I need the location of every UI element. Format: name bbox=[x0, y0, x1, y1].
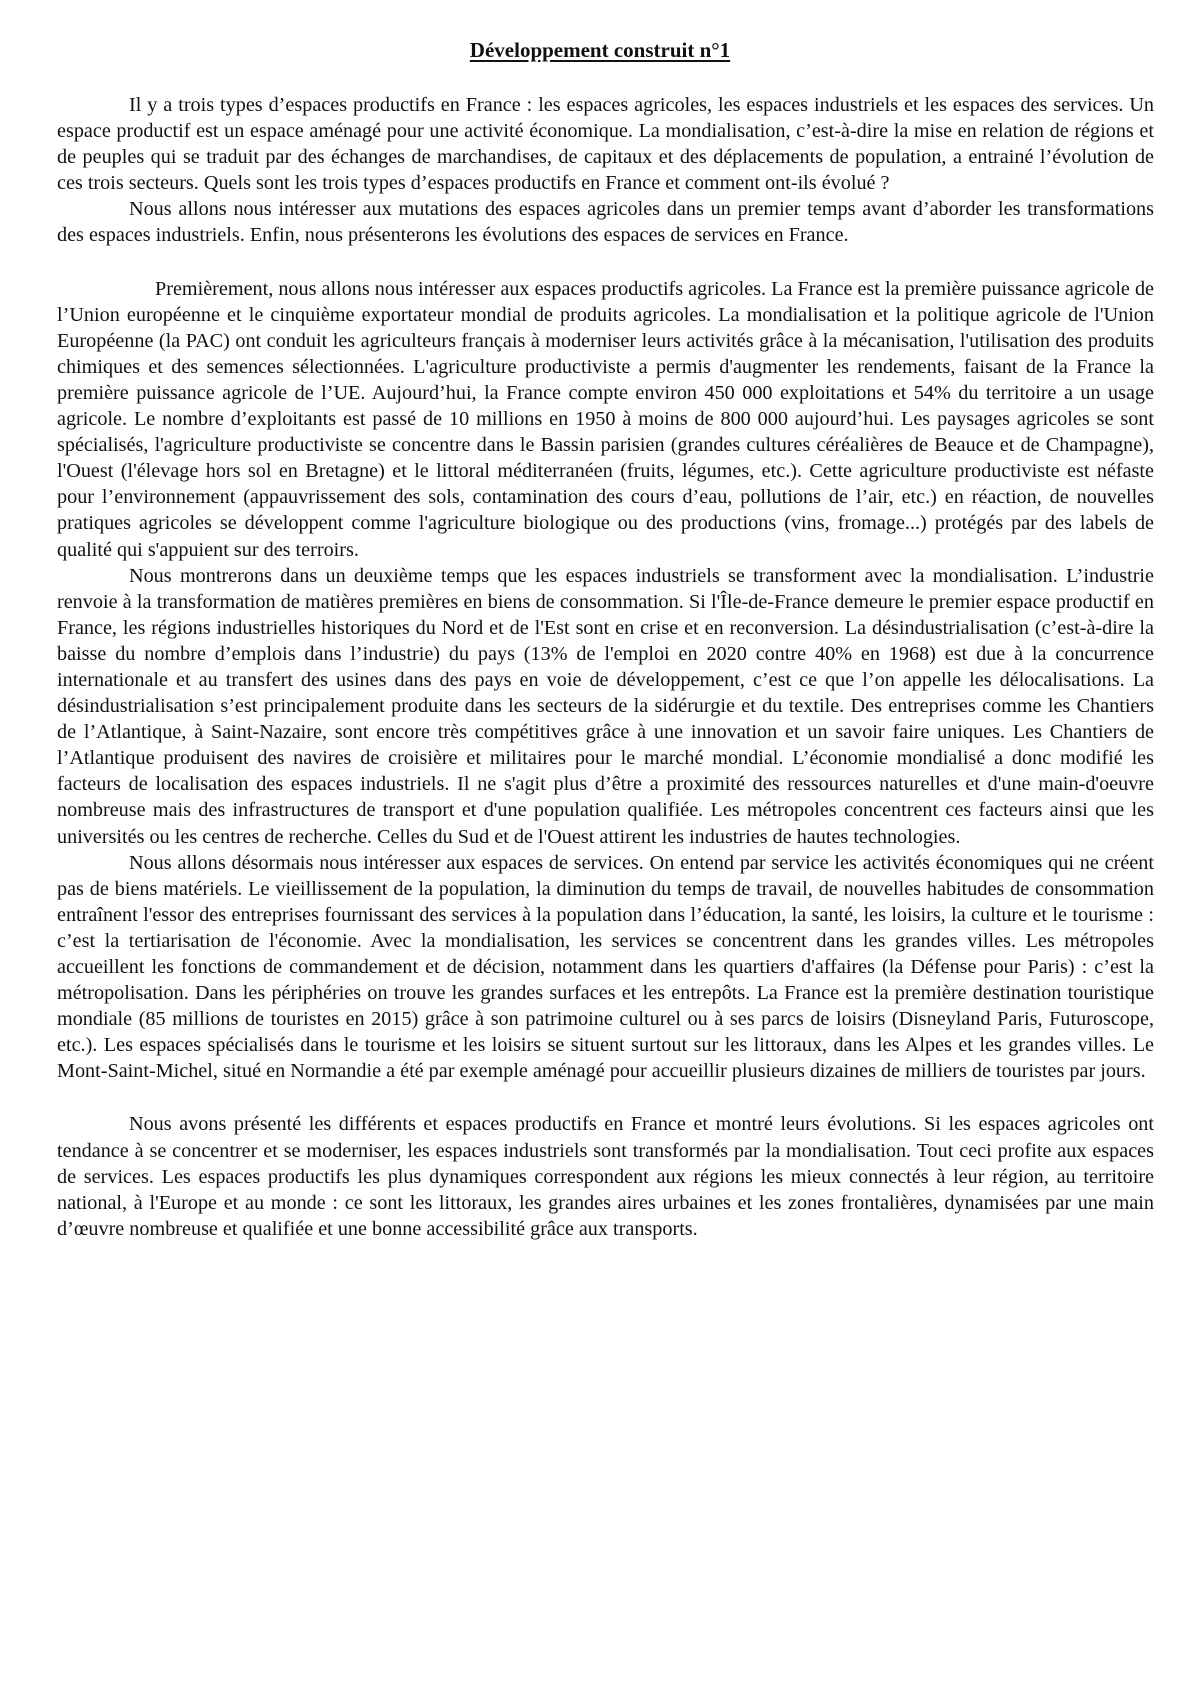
paragraph-spacer bbox=[57, 249, 1154, 276]
services-paragraph: Nous allons désormais nous intéresser aux espaces de services. On entend par service les activités économiques qui ne créent pas de biens matériels. Le vieillissement de la population, la diminution du temps de travail, de nouvelles habitudes de consommation entraînent l'essor des entreprises fournissant des services à la population dans l’éducation, la santé, les loisirs, la culture et le tourisme : c’est la tertiarisation de l'économie. Avec la mondialisation, les services se concentrent dans les grandes villes. Les métropoles accueillent les fonctions de commandement et de décision, notamment dans les quartiers d'affaires (la Défense pour Paris) : c’est la métropolisation. Dans les périphéries on trouve les grandes surfaces et les entrepôts. La France est la première destination touristique mondiale (85 millions de touristes en 2015) grâce à son patrimoine culturel ou à ses parcs de loisirs (Disneyland Paris, Futuroscope, etc.). Les espaces spécialisés dans le tourisme et les loisirs se situent surtout sur les littoraux, dans les Alpes et les grandes villes. Le Mont-Saint-Michel, situé en Normandie a été par exemple aménagé pour accueillir plusieurs dizaines de milliers de touristes par jours. bbox=[57, 851, 1154, 1083]
paragraph-spacer bbox=[57, 1084, 1154, 1111]
industry-paragraph: Nous montrerons dans un deuxième temps que les espaces industriels se transforment avec la mondialisation. L’industrie renvoie à la transformation de matières premières en biens de consommation. Si l'Île-de-France demeure le premier espace productif en France, les régions industrielles historiques du Nord et de l'Est sont en crise et en reconversion. La désindustrialisation (c’est-à-dire la baisse du nombre d’emplois dans l’industrie) du pays (13% de l'emploi en 2020 contre 40% en 1968) est due à la concurrence internationale et au transfert des usines dans des pays en voie de développement, c’est ce que l’on appelle les délocalisations. La désindustrialisation s’est principalement produite dans les secteurs de la sidérurgie et du textile. Des entreprises comme les Chantiers de l’Atlantique, à Saint-Nazaire, sont encore très compétitives grâce à une innovation et un savoir faire uniques. Les Chantiers de l’Atlantique produisent des navires de croisière et militaires pour le marché mondial. L’économie mondialisé a donc modifié les facteurs de localisation des espaces industriels. Il ne s'agit plus d’être a proximité des ressources naturelles et d'une main-d'oeuvre nombreuse mais des infrastructures de transport et d'une population qualifiée. Les métropoles concentrent ces facteurs ainsi que les universités ou les centres de recherche. Celles du Sud et de l'Ouest attirent les industries de hautes technologies. bbox=[57, 564, 1154, 848]
document-title: Développement construit n°1 bbox=[469, 38, 731, 62]
document-body bbox=[57, 92, 1154, 1242]
plan-paragraph: Nous allons nous intéresser aux mutations des espaces agricoles dans un premier temps avant d’aborder les transformations des espaces industriels. Enfin, nous présenterons les évolutions des espaces de services en France. bbox=[57, 198, 1154, 247]
conclusion-paragraph: Nous avons présenté les différents et espaces productifs en France et montré leurs évolutions. Si les espaces agricoles ont tendance à se concentrer et se moderniser, les espaces industriels sont transformés par la mondialisation. Tout ceci profite aux espaces de services. Les espaces productifs les plus dynamiques correspondent aux régions les mieux connectés à leur région, au territoire national, à l'Europe et au monde : ce sont les littoraux, les grandes aires urbaines et les zones frontalières, dynamisées par une main d’œuvre nombreuse et qualifiée et une bonne accessibilité grâce aux transports. bbox=[57, 1113, 1154, 1240]
intro-paragraph: Il y a trois types d’espaces productifs en France : les espaces agricoles, les espaces industriels et les espaces des services. Un espace productif est un espace aménagé pour une activité économique. La mondialisation, c’est-à-dire la mise en relation de régions et de peuples qui se traduit par des échanges de marchandises, de capitaux et des déplacements de population, a entrainé l’évolution de ces trois secteurs. Quels sont les trois types d’espaces productifs en France et comment ont-ils évolué ? bbox=[57, 94, 1154, 195]
agriculture-paragraph: Premièrement, nous allons nous intéresser aux espaces productifs agricoles. La France est la première puissance agricole de l’Union européenne et le cinquième exportateur mondial de produits agricoles. La mondialisation et la politique agricole de l'Union Européenne (la PAC) ont conduit les agriculteurs français à moderniser leurs activités grâce à la mécanisation, l'utilisation des produits chimiques et des semences sélectionnées. L'agriculture productiviste a permis d'augmenter les rendements, faisant de la France la première puissance agricole de l’UE. Aujourd’hui, la France compte environ 450 000 exploitations et 54% du territoire a un usage agricole. Le nombre d’exploitants est passé de 10 millions en 1950 à moins de 800 000 aujourd’hui. Les paysages agricoles se sont spécialisés, l'agriculture productiviste se concentre dans le Bassin parisien (grandes cultures céréalières de Beauce et de Champagne), l'Ouest (l'élevage hors sol en Bretagne) et le littoral méditerranéen (fruits, légumes, etc.). Cette agriculture productiviste est néfaste pour l’environnement (appauvrissement des sols, contamination des cours d’eau, pollutions de l’air, etc.) en réaction, de nouvelles pratiques agricoles se développent comme l'agriculture biologique ou des productions (vins, fromage...) protégés par des labels de qualité qui s'appuient sur des terroirs. bbox=[57, 277, 1154, 561]
